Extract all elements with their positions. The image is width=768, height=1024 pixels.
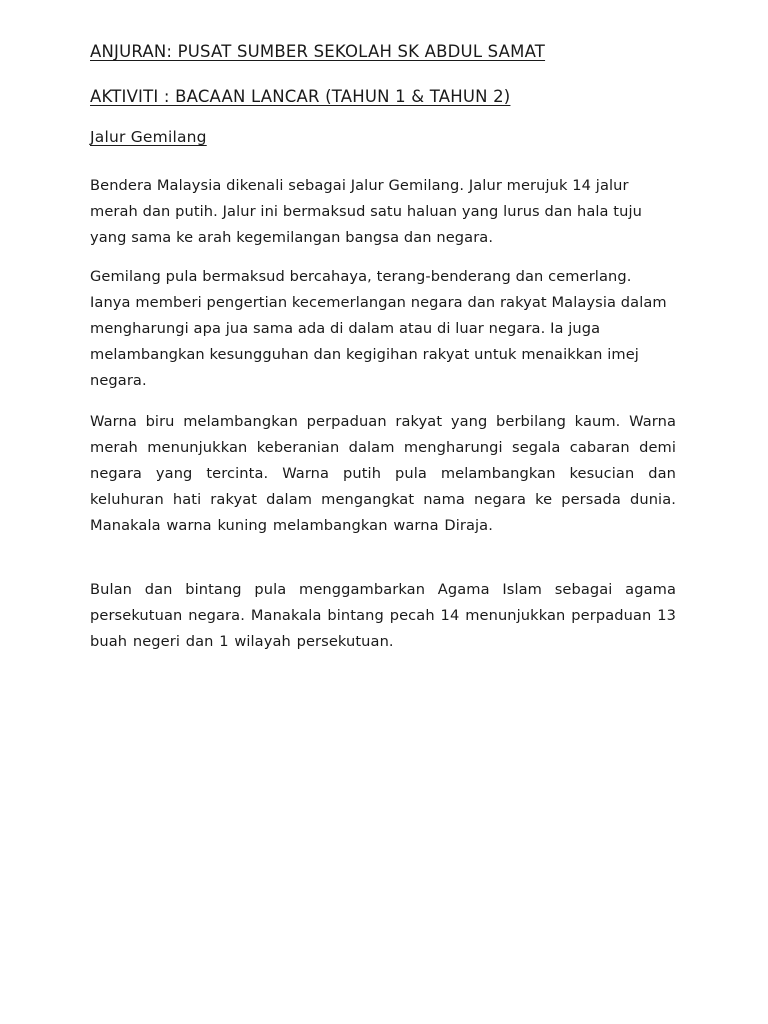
paragraph-3: Warna biru melambangkan perpaduan rakyat yang berbilang kaum. Warna merah menunjukkan keberanian dalam mengharungi segala cabaran demi negara yang tercinta. Warna putih pula melambangkan kesucian dan keluhuran hati rakyat dalam mengangkat nama negara ke persada dunia. Manakala warna kuning melambangkan warna Diraja. [90,413,676,534]
paragraph-1: Bendera Malaysia dikenali sebagai Jalur Gemilang. Jalur merujuk 14 jalur merah dan putih. Jalur ini bermaksud satu haluan yang lurus dan hala tuju yang sama ke arah kegemilangan bangsa dan negara. [90,177,642,246]
organizer-heading: ANJURAN: PUSAT SUMBER SEKOLAH SK ABDUL SAMAT [90,42,546,61]
paragraph-4: Bulan dan bintang pula menggambarkan Agama Islam sebagai agama persekutuan negara. Manakala bintang pecah 14 menunjukkan perpaduan 13 buah negeri dan 1 wilayah persekutuan. [90,581,676,650]
activity-heading: AKTIVITI : BACAAN LANCAR (TAHUN 1 & TAHUN 2) [90,87,511,106]
reading-title: Jalur Gemilang [90,128,207,146]
paragraph-2: Gemilang pula bermaksud bercahaya, terang-benderang dan cemerlang. Ianya memberi pengertian kecemerlangan negara dan rakyat Malaysia dalam mengharungi apa jua sama ada di dalam atau di luar negara. Ia juga melambangkan kesungguhan dan kegigihan rakyat untuk menaikkan imej negara. [90,268,667,389]
